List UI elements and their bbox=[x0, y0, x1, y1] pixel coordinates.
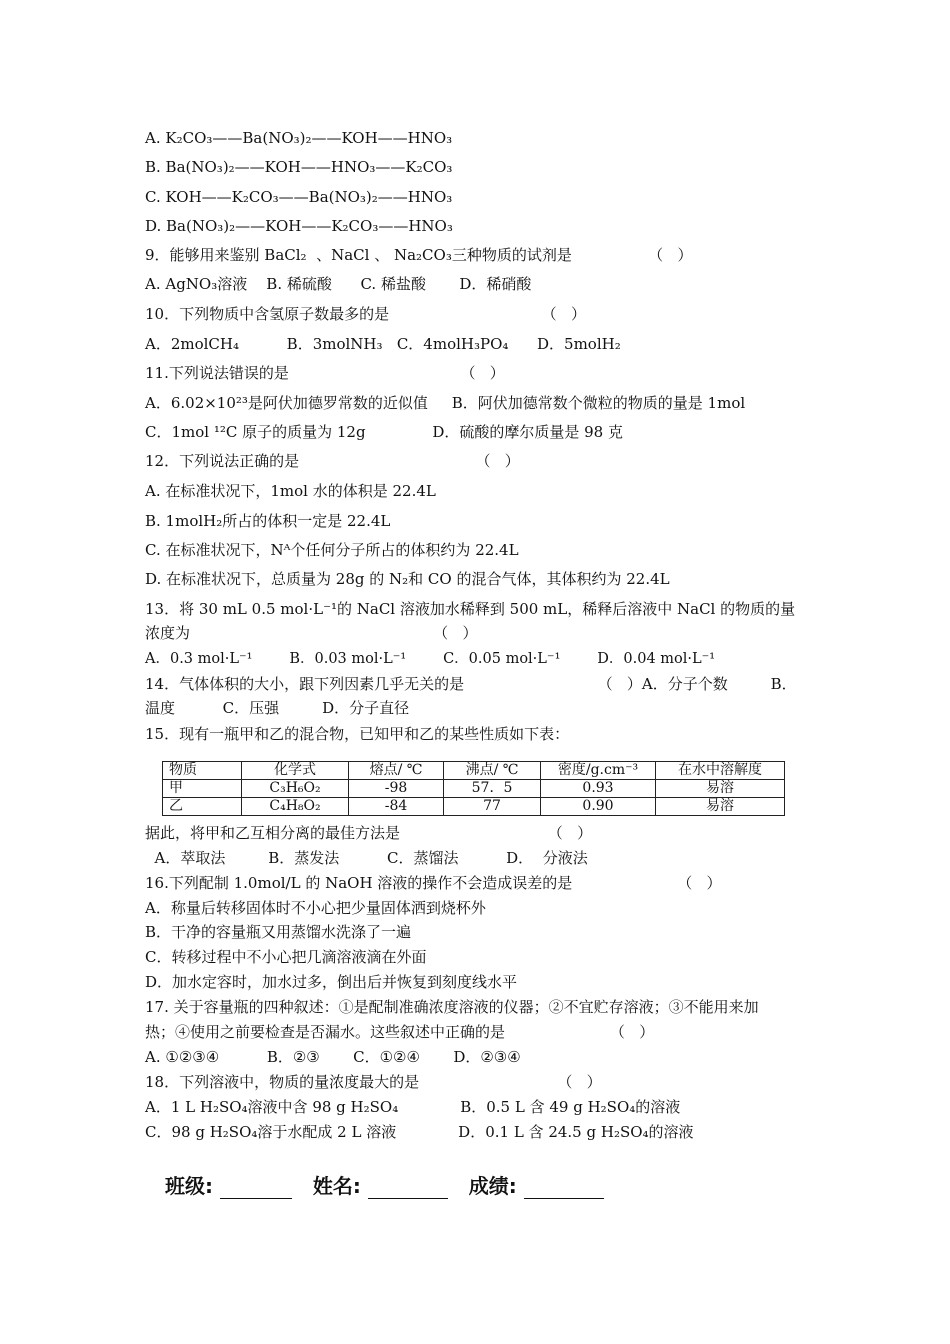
q16-option-c: C．转移过程中不小心把几滴溶液滴在外面 bbox=[145, 948, 427, 966]
table-cell: C₄H₈O₂ bbox=[242, 798, 349, 816]
q12-option-c: C. 在标准状况下，Nᴬ个任何分子所占的体积约为 22.4L bbox=[145, 541, 519, 559]
q18-options-ab: A．1 L H₂SO₄溶液中含 98 g H₂SO₄ B．0.5 L 含 49 g H₂SO₄的溶液 bbox=[145, 1098, 681, 1116]
table-header: 物质 bbox=[163, 762, 242, 780]
name-blank[interactable] bbox=[368, 1176, 448, 1199]
q11-stem: 11.下列说法错误的是 （ ） bbox=[145, 364, 505, 382]
q14-stem: 14．气体体积的大小，跟下列因素几乎无关的是 （ ）A．分子个数 B． bbox=[145, 675, 797, 693]
q12-option-d: D. 在标准状况下，总质量为 28g 的 N₂和 CO 的混合气体，其体积约为 22.4L bbox=[145, 570, 670, 588]
q11-options-ab: A．6.02×10²³是阿伏加德罗常数的近似值 B．阿伏加德常数个微粒的物质的量是 1mol bbox=[145, 394, 746, 412]
q10-options: A．2molCH₄ B．3molNH₃ C．4molH₃PO₄ D．5molH₂ bbox=[145, 335, 621, 353]
score-blank[interactable] bbox=[524, 1176, 604, 1199]
q15-options: A．萃取法 B．蒸发法 C．蒸馏法 D． 分液法 bbox=[145, 849, 588, 867]
table-cell: -98 bbox=[349, 780, 444, 798]
table-cell: 甲 bbox=[163, 780, 242, 798]
table-cell: C₃H₆O₂ bbox=[242, 780, 349, 798]
table-header: 沸点/ ℃ bbox=[444, 762, 541, 780]
q16-option-b: B．干净的容量瓶又用蒸馏水洗涤了一遍 bbox=[145, 923, 412, 941]
q18-options-cd: C．98 g H₂SO₄溶于水配成 2 L 溶液 D．0.1 L 含 24.5 g H₂SO₄的溶液 bbox=[145, 1123, 694, 1141]
q12-option-a: A. 在标准状况下，1mol 水的体积是 22.4L bbox=[145, 482, 436, 500]
q8-option-a: A. K₂CO₃——Ba(NO₃)₂——KOH——HNO₃ bbox=[145, 129, 453, 147]
q14-options: 温度 C．压强 D．分子直径 bbox=[145, 699, 410, 717]
table-cell: 0.93 bbox=[541, 780, 656, 798]
table-cell: 易溶 bbox=[656, 798, 785, 816]
q16-stem: 16.下列配制 1.0mol/L 的 NaOH 溶液的操作不会造成误差的是 （ ） bbox=[145, 874, 722, 892]
q12-stem: 12．下列说法正确的是 （ ） bbox=[145, 452, 520, 470]
q9-options: A. AgNO₃溶液 B. 稀硫酸 C. 稀盐酸 D．稀硝酸 bbox=[145, 275, 532, 293]
table-header: 在水中溶解度 bbox=[656, 762, 785, 780]
table-cell: 乙 bbox=[163, 798, 242, 816]
q11-options-cd: C．1mol ¹²C 原子的质量为 12g D．硫酸的摩尔质量是 98 克 bbox=[145, 423, 623, 441]
q15-stem: 15．现有一瓶甲和乙的混合物，已知甲和乙的某些性质如下表： bbox=[145, 725, 570, 743]
table-cell: 0.90 bbox=[541, 798, 656, 816]
q12-option-b: B. 1molH₂所占的体积一定是 22.4L bbox=[145, 512, 391, 530]
q18-stem: 18．下列溶液中，物质的量浓度最大的是 （ ） bbox=[145, 1073, 602, 1091]
q17-stem-cont: 热；④使用之前要检查是否漏水。这些叙述中正确的是 （ ） bbox=[145, 1023, 655, 1041]
q13-stem: 13．将 30 mL 0.5 mol·L⁻¹的 NaCl 溶液加水稀释到 500 mL，稀释后溶液中 NaCl 的物质的量 bbox=[145, 600, 796, 618]
q16-option-d: D．加水定容时，加水过多，倒出后并恢复到刻度线水平 bbox=[145, 973, 518, 991]
name-label: 姓名: bbox=[312, 1174, 361, 1198]
q8-option-d: D. Ba(NO₃)₂——KOH——K₂CO₃——HNO₃ bbox=[145, 217, 453, 235]
table-header-row bbox=[163, 762, 785, 780]
q9-stem: 9．能够用来鉴别 BaCl₂ 、NaCl 、 Na₂CO₃三种物质的试剂是 （ ） bbox=[145, 246, 693, 264]
table-cell: 易溶 bbox=[656, 780, 785, 798]
class-blank[interactable] bbox=[220, 1176, 292, 1199]
table-header: 密度/g.cm⁻³ bbox=[541, 762, 656, 780]
table-cell: 57．5 bbox=[444, 780, 541, 798]
properties-table bbox=[162, 761, 785, 816]
q16-option-a: A．称量后转移固体时不小心把少量固体洒到烧杯外 bbox=[145, 899, 486, 917]
score-label: 成绩: bbox=[468, 1174, 517, 1198]
q15-question: 据此，将甲和乙互相分离的最佳方法是 （ ） bbox=[145, 824, 593, 842]
table-row bbox=[163, 780, 785, 798]
q13-stem-cont: 浓度为 （ ） bbox=[145, 624, 478, 642]
table-header: 化学式 bbox=[242, 762, 349, 780]
q17-stem: 17. 关于容量瓶的四种叙述：①是配制准确浓度溶液的仪器；②不宜贮存溶液；③不能用来加 bbox=[145, 998, 759, 1016]
q8-option-b: B. Ba(NO₃)₂——KOH——HNO₃——K₂CO₃ bbox=[145, 158, 453, 176]
class-label: 班级: bbox=[165, 1174, 213, 1198]
q13-options: A．0.3 mol·L⁻¹ B．0.03 mol·L⁻¹ C．0.05 mol·L⁻¹ D．0.04 mol·L⁻¹ bbox=[145, 651, 716, 667]
q8-option-c: C. KOH——K₂CO₃——Ba(NO₃)₂——HNO₃ bbox=[145, 188, 453, 206]
table-cell: 77 bbox=[444, 798, 541, 816]
table-row bbox=[163, 798, 785, 816]
table-header: 熔点/ ℃ bbox=[349, 762, 444, 780]
q10-stem: 10．下列物质中含氢原子数最多的是 （ ） bbox=[145, 305, 586, 323]
table-cell: -84 bbox=[349, 798, 444, 816]
q17-options: A. ①②③④ B．②③ C．①②④ D．②③④ bbox=[145, 1048, 521, 1066]
student-info-footer bbox=[165, 1170, 604, 1199]
